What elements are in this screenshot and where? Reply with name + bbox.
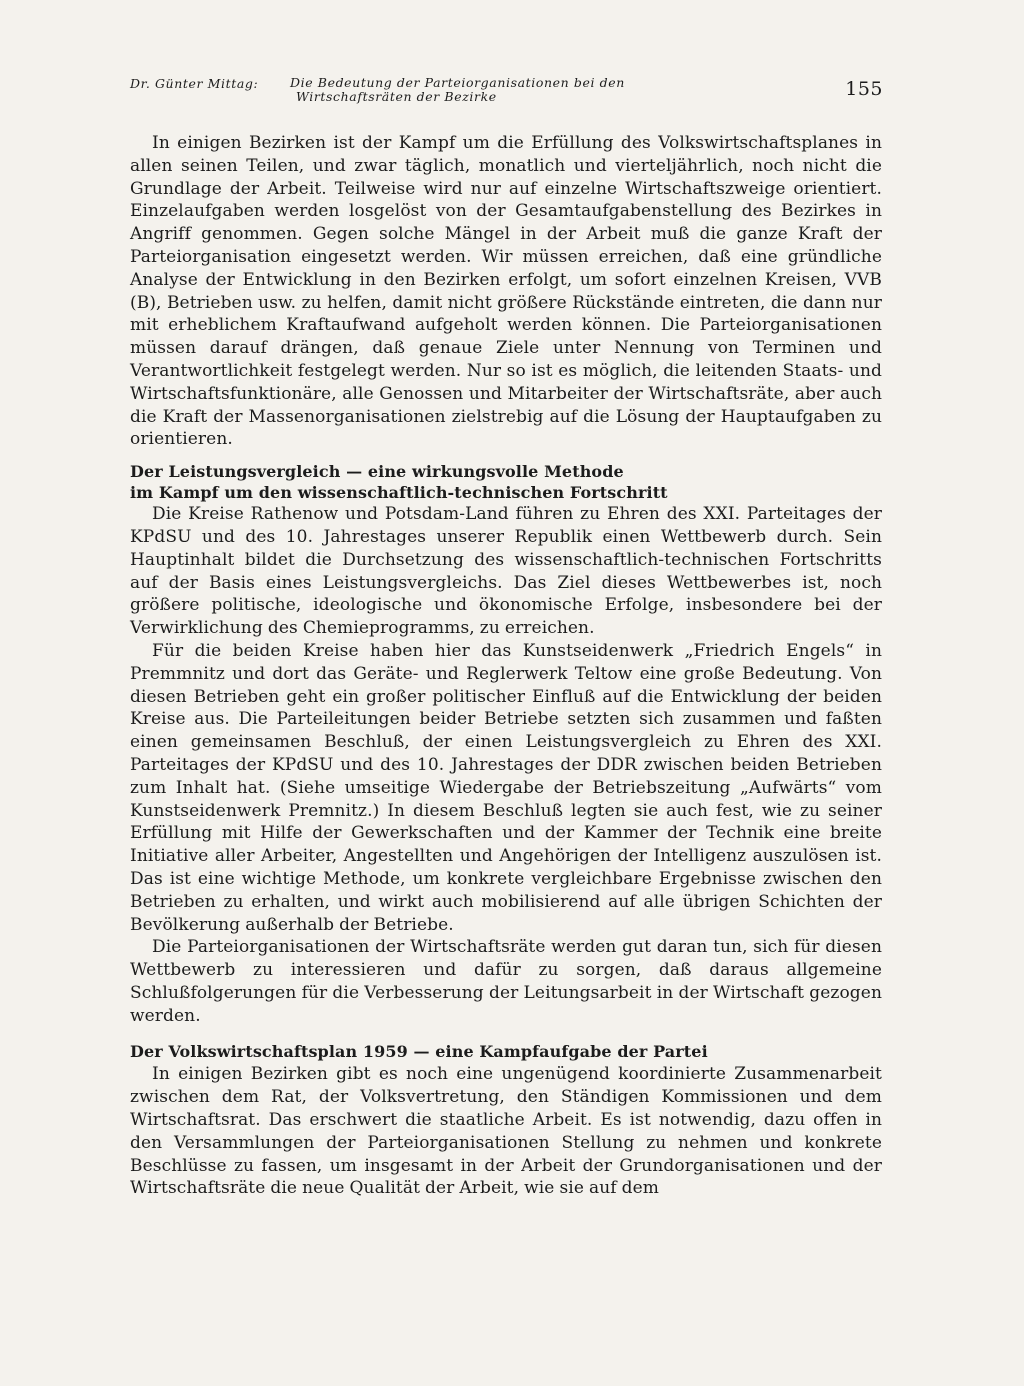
header-author: Dr. Günter Mittag: [130, 76, 259, 91]
body-text [130, 132, 882, 1200]
paragraph-1: In einigen Bezirken ist der Kampf um die Erfüllung des Volkswirtschaftsplanes in allen seinen Teilen, und zwar täglich, monatlich und vierteljährlich, noch nicht die Grundlage der Arbeit. Teilweise wird nur auf einzelne Wirtschaftszweige orientiert. Einzelaufgaben werden losgelöst von der Gesamtaufgabenstellung des Bezirkes in Angriff genommen. Gegen solche Mängel in der Arbeit muß die ganze Kraft der Parteiorganisation eingesetzt werden. Wir müssen erreichen, daß eine gründliche Analyse der Entwicklung in den Bezirken erfolgt, um sofort einzelnen Kreisen, VVB (B), Betrieben usw. zu helfen, damit nicht größere Rückstände eintreten, die dann nur mit erheblichem Kraftaufwand aufgeholt werden können. Die Parteiorganisationen müssen darauf drängen, daß genaue Ziele unter Nennung von Terminen und Verantwortlichkeit festgelegt werden. Nur so ist es möglich, die leitenden Staats- und Wirtschaftsfunktionäre, alle Genossen und Mitarbeiter der Wirtschaftsräte, aber auch die Kraft der Massenorganisationen zielstrebig auf die Lösung der Hauptaufgaben zu orientieren. [130, 133, 882, 450]
section-heading-2-text: Der Volkswirtschaftsplan 1959 — eine Kampfaufgabe der Partei [130, 1042, 708, 1062]
section-heading-1-line-1: Der Leistungsvergleich — eine wirkungsvolle Methode [130, 462, 624, 482]
header-title-line-1: Die Bedeutung der Parteiorganisationen bei den [290, 75, 625, 90]
page-number: 155 [845, 78, 883, 100]
paragraph-3: Für die beiden Kreise haben hier das Kunstseidenwerk „Friedrich Engels“ in Premmnitz und dort das Geräte- und Reglerwerk Teltow eine große Bedeutung. Von diesen Betrieben geht ein großer politischer Einfluß auf die Entwicklung der beiden Kreise aus. Die Parteileitungen beider Betriebe setzten sich zusammen und faßten einen gemeinsamen Beschluß, der einen Leistungsvergleich zu Ehren des XXI. Parteitages der KPdSU und des 10. Jahrestages der DDR zwischen beiden Betrieben zum Inhalt hat. (Siehe umseitige Wiedergabe der Betriebszeitung „Aufwärts“ vom Kunstseidenwerk Premnitz.) In diesem Beschluß legten sie auch fest, wie zu seiner Erfüllung mit Hilfe der Gewerkschaften und der Kammer der Technik eine breite Initiative aller Arbeiter, Angestellten und Angehörigen der Intelligenz auszulösen ist. Das ist eine wichtige Methode, um konkrete vergleichbare Ergebnisse zwischen den Betrieben zu erhalten, und wirkt auch mobilisierend auf alle übrigen Schichten der Bevölkerung außerhalb der Betriebe. [130, 640, 882, 935]
running-header [130, 76, 885, 110]
paragraph-4: Die Parteiorganisationen der Wirtschaftsräte werden gut daran tun, sich für diesen Wettbewerb zu interessieren und dafür zu sorgen, daß daraus allgemeine Schlußfolgerungen für die Verbesserung der Leitungsarbeit in der Wirtschaft gezogen werden. [130, 937, 882, 1026]
paragraph-2: Die Kreise Rathenow und Potsdam-Land führen zu Ehren des XXI. Parteitages der KPdSU und des 10. Jahrestages unserer Republik einen Wettbewerb durch. Sein Hauptinhalt bildet die Durchsetzung des wissenschaftlich-technischen Fortschritts auf der Basis eines Leistungsvergleichs. Das Ziel dieses Wettbewerbes ist, noch größere politische, ideologische und ökonomische Erfolge, insbesondere bei der Verwirklichung des Chemieprogramms, zu erreichen. [130, 504, 882, 639]
paragraph-5: In einigen Bezirken gibt es noch eine ungenügend koordinierte Zusammenarbeit zwischen dem Rat, der Volksvertretung, den Ständigen Kommissionen und dem Wirtschaftsrat. Das erschwert die staatliche Arbeit. Es ist notwendig, dazu offen in den Versammlungen der Parteiorganisationen Stellung zu nehmen und konkrete Beschlüsse zu fassen, um insgesamt in der Arbeit der Grundorganisationen und der Wirtschaftsräte die neue Qualität der Arbeit, wie sie auf dem [130, 1064, 882, 1199]
section-heading-1-line-2: im Kampf um den wissenschaftlich-technischen Fortschritt [130, 483, 668, 503]
section-heading-1 [130, 461, 882, 503]
header-title-line-2: Wirtschaftsräten der Bezirke [296, 89, 497, 104]
header-title [290, 76, 625, 104]
section-heading-2 [130, 1041, 882, 1062]
